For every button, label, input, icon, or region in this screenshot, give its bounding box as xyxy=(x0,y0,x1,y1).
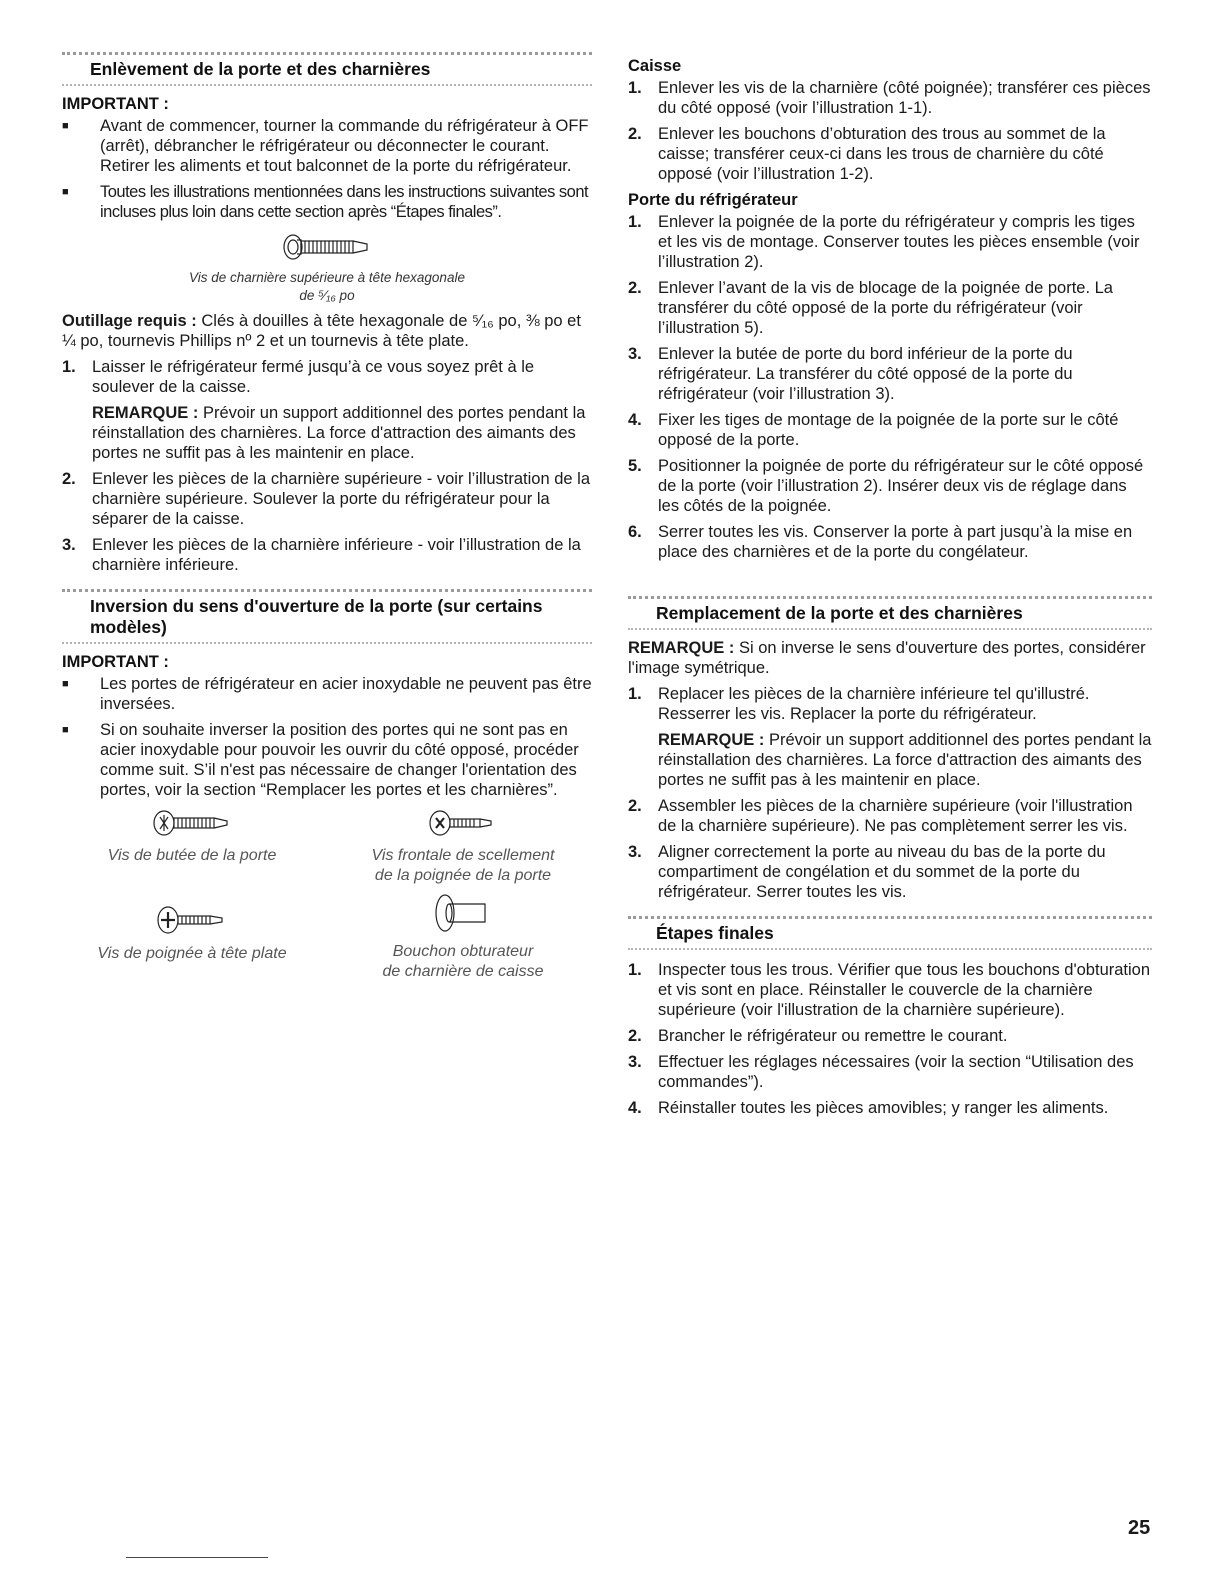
step-text: Enlever l’avant de la vis de blocage de la poignée de porte. La transférer du côté opposé de la porte du réfrigérateur (voir l’illustration 5). xyxy=(658,279,1113,337)
flat-head-handle-screw-icon xyxy=(155,902,229,938)
step-number: 3. xyxy=(628,345,642,363)
step-number: 1. xyxy=(628,79,642,97)
step-text: Réinstaller toutes les pièces amovibles; y ranger les aliments. xyxy=(658,1099,1109,1117)
step-text: Laisser le réfrigérateur fermé jusqu’à ce vous soyez prêt à le soulever de la caisse. xyxy=(92,358,535,396)
step-text: Fixer les tiges de montage de la poignée de la porte sur le côté opposé de la porte. xyxy=(658,411,1119,449)
door-stop-screw-icon xyxy=(151,806,233,840)
step-number: 1. xyxy=(628,961,642,979)
step-number: 4. xyxy=(628,411,642,429)
list-item xyxy=(628,684,1152,790)
step-number: 6. xyxy=(628,523,642,541)
hinge-screw-caption-2: de ⁵⁄₁₆ po xyxy=(299,288,355,303)
step-text: Enlever les pièces de la charnière supérieure - voir l’illustration de la charnière supérieure. Soulever la porte du réfrigérateur pour la séparer de la caisse. xyxy=(92,470,590,528)
step-number: 3. xyxy=(62,536,76,554)
step-text: Inspecter tous les trous. Vérifier que tous les bouchons d'obturation et vis sont en place. Réinstaller le couvercle de la charnière supérieure (voir l'illustration de la charnière supérieure). xyxy=(658,961,1151,1019)
replacement-note xyxy=(628,638,1152,678)
list-item xyxy=(628,960,1152,1020)
right-column xyxy=(628,52,1152,1124)
hex-hinge-screw-icon xyxy=(279,230,375,264)
list-item xyxy=(628,278,1152,338)
tools-text: Clés à douilles à tête hexagonale de ⁵⁄₁₆ po, ⅜ po et ¼ po, tournevis Phillips nº 2 et un tournevis à tête plate. xyxy=(62,312,581,350)
list-item xyxy=(62,469,592,529)
left-column xyxy=(62,52,592,1002)
step-number: 1. xyxy=(628,213,642,231)
bullet-item: ■ Si on souhaite inverser la position des portes qui ne sont pas en acier inoxydable pour pouvoir les ouvrir du côté opposé, procéder comme suit. S’il n'est pas nécessaire de changer l'orientation des portes, voir la section “Remplacer les portes et les charnières”. xyxy=(62,720,592,800)
step-text: Aligner correctement la porte au niveau du bas de la porte du compartiment de congélation et du sommet de la porte du réfrigérateur. Serrer toutes les vis. xyxy=(658,843,1106,901)
list-item xyxy=(628,796,1152,836)
step-text: Positionner la poignée de porte du réfrigérateur sur le côté opposé de la porte (voir l’illustration 2). Insérer deux vis de réglage dans les côtés de la poignée. xyxy=(658,457,1144,515)
list-item xyxy=(628,124,1152,184)
removal-bullets xyxy=(62,116,592,222)
removal-steps xyxy=(62,357,592,575)
list-item xyxy=(628,522,1152,562)
step-number: 1. xyxy=(62,358,76,376)
reversal-bullets xyxy=(62,674,592,800)
note-text: Prévoir un support additionnel des portes pendant la réinstallation des charnières. La force d'attraction des aimants des portes ne suffit pas à les maintenir en place. xyxy=(92,404,586,462)
list-item xyxy=(628,1052,1152,1092)
hardware-item xyxy=(334,806,592,886)
list-item xyxy=(62,535,592,575)
list-item xyxy=(628,842,1152,902)
hardware-label-2: de charnière de caisse xyxy=(382,963,544,980)
list-item xyxy=(628,344,1152,404)
removal-heading: Enlèvement de la porte et des charnières xyxy=(62,52,592,86)
step-number: 1. xyxy=(628,685,642,703)
step-text: Assembler les pièces de la charnière supérieure (voir l'illustration de la charnière supérieure). Ne pas complètement serrer les vis. xyxy=(658,797,1133,835)
bullet-item: ■ Toutes les illustrations mentionnées dans les instructions suivantes sont incluses plus loin dans cette section après “Étapes finales”. xyxy=(62,182,592,222)
list-item xyxy=(628,1098,1152,1118)
bullet-item: ■ Avant de commencer, tourner la commande du réfrigérateur à OFF (arrêt), débrancher le réfrigérateur ou déconnecter le courant. Retirer les aliments et tout balconnet de la porte du réfrigérateur. xyxy=(62,116,592,176)
step-number: 2. xyxy=(628,125,642,143)
step-note xyxy=(658,730,1152,790)
list-item xyxy=(628,410,1152,450)
step-text: Enlever les vis de la charnière (côté poignée); transférer ces pièces du côté opposé (voir l’illustration 1-1). xyxy=(658,79,1151,117)
step-text: Enlever la butée de porte du bord inférieur de la porte du réfrigérateur. La transférer du côté opposé de la porte du réfrigérateur (voir l’illustration 3). xyxy=(658,345,1073,403)
hardware-item xyxy=(62,902,322,964)
hardware-label-1: Vis frontale de scellement xyxy=(371,847,555,864)
footer-rule xyxy=(126,1557,268,1558)
hardware-label-2: de la poignée de la porte xyxy=(374,867,552,884)
note-label: REMARQUE : xyxy=(92,404,199,422)
step-note xyxy=(92,403,592,463)
step-text: Serrer toutes les vis. Conserver la porte à part jusqu’à la mise en place des charnières et de la porte du congélateur. xyxy=(658,523,1133,561)
hardware-label-1: Vis de poignée à tête plate xyxy=(97,945,287,962)
fridge-door-heading: Porte du réfrigérateur xyxy=(628,191,798,209)
step-text: Enlever la poignée de la porte du réfrigérateur y compris les tiges et les vis de montage. Conserver toutes les pièces ensemble (voir l’illustration 2). xyxy=(658,213,1140,271)
tools-paragraph xyxy=(62,311,592,351)
list-item xyxy=(628,78,1152,118)
list-item xyxy=(628,456,1152,516)
replacement-steps xyxy=(628,684,1152,902)
final-steps-heading: Étapes finales xyxy=(628,916,1152,950)
step-number: 2. xyxy=(628,279,642,297)
note-text: Prévoir un support additionnel des portes pendant la réinstallation des charnières. La force d'attraction des aimants des portes ne suffit pas à les maintenir en place. xyxy=(658,731,1152,789)
step-number: 2. xyxy=(62,470,76,488)
step-number: 4. xyxy=(628,1099,642,1117)
step-text: Effectuer les réglages nécessaires (voir la section “Utilisation des commandes”). xyxy=(658,1053,1134,1091)
list-item xyxy=(628,1026,1152,1046)
step-number: 5. xyxy=(628,457,642,475)
note-label: REMARQUE : xyxy=(628,639,735,657)
hardware-item xyxy=(334,890,592,982)
step-text: Brancher le réfrigérateur ou remettre le courant. xyxy=(658,1027,1008,1045)
hardware-label-1: Vis de butée de la porte xyxy=(107,847,277,864)
front-seal-screw-icon xyxy=(427,806,499,840)
note-text: Si on inverse le sens d'ouverture des portes, considérer l'image symétrique. xyxy=(628,639,1146,677)
replacement-heading: Remplacement de la porte et des charnières xyxy=(628,596,1152,630)
step-number: 2. xyxy=(628,1027,642,1045)
caisse-heading: Caisse xyxy=(628,57,682,75)
hardware-item xyxy=(62,806,322,866)
caisse-steps xyxy=(628,78,1152,184)
hinge-hole-plug-icon xyxy=(431,890,495,936)
hinge-screw-figure xyxy=(62,230,592,305)
final-steps-list xyxy=(628,960,1152,1118)
step-text: Enlever les pièces de la charnière inférieure - voir l’illustration de la charnière inférieure. xyxy=(92,536,581,574)
tools-label: Outillage requis : xyxy=(62,312,197,330)
reversal-important-label: IMPORTANT : xyxy=(62,653,169,671)
page-number: 25 xyxy=(1128,1517,1151,1539)
step-number: 2. xyxy=(628,797,642,815)
note-label: REMARQUE : xyxy=(658,731,765,749)
bullet-item: ■ Les portes de réfrigérateur en acier inoxydable ne peuvent pas être inversées. xyxy=(62,674,592,714)
step-number: 3. xyxy=(628,1053,642,1071)
list-item xyxy=(62,357,592,463)
reversal-heading: Inversion du sens d'ouverture de la porte (sur certains modèles) xyxy=(62,589,592,644)
step-number: 3. xyxy=(628,843,642,861)
removal-important-label: IMPORTANT : xyxy=(62,95,169,113)
fridge-door-steps xyxy=(628,212,1152,562)
step-text: Replacer les pièces de la charnière inférieure tel qu'illustré. Resserrer les vis. Replacer la porte du réfrigérateur. xyxy=(658,685,1090,723)
list-item xyxy=(628,212,1152,272)
hardware-label-1: Bouchon obturateur xyxy=(392,943,534,960)
hardware-figures xyxy=(62,806,592,1002)
step-text: Enlever les bouchons d’obturation des trous au sommet de la caisse; transférer ceux-ci dans les trous de charnière du côté opposé (voir l’illustration 1-2). xyxy=(658,125,1106,183)
hinge-screw-caption-1: Vis de charnière supérieure à tête hexagonale xyxy=(189,270,465,285)
